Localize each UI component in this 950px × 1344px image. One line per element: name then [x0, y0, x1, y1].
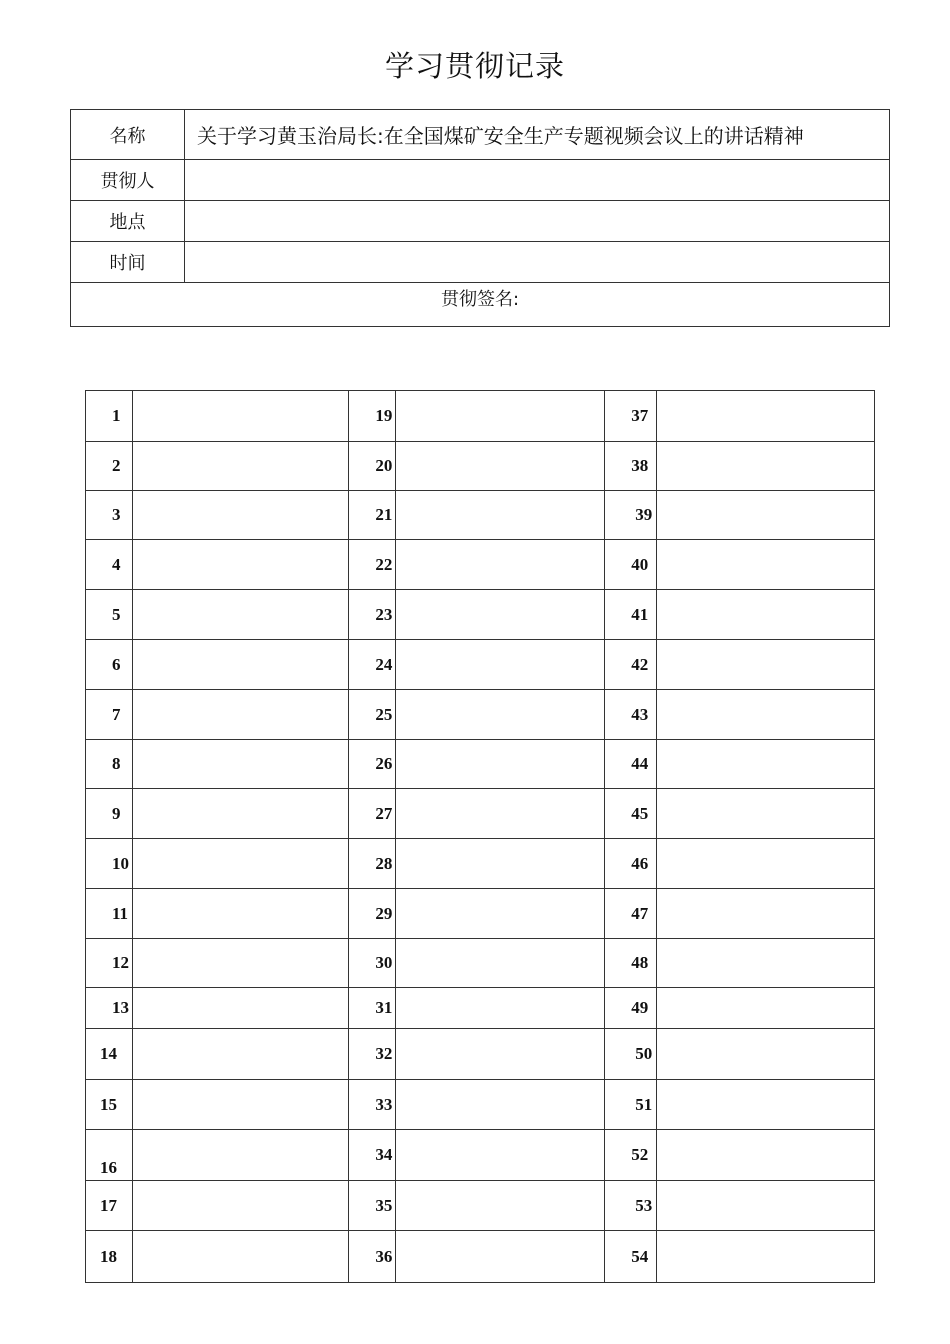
signature-cell[interactable] — [656, 590, 874, 640]
signature-cell[interactable] — [133, 590, 349, 640]
time-label: 时间 — [71, 242, 185, 283]
signature-cell[interactable] — [396, 640, 605, 690]
row-number: 5 — [86, 590, 133, 640]
signature-cell[interactable] — [656, 1181, 874, 1231]
signature-cell[interactable] — [656, 889, 874, 939]
row-number: 7 — [86, 690, 133, 740]
person-row — [71, 160, 890, 201]
table-row — [86, 1231, 875, 1283]
row-number: 33 — [349, 1080, 396, 1130]
signature-cell[interactable] — [396, 690, 605, 740]
row-number: 18 — [86, 1231, 133, 1283]
row-number: 35 — [349, 1181, 396, 1231]
table-row — [86, 988, 875, 1029]
time-row — [71, 242, 890, 283]
signature-cell[interactable] — [133, 839, 349, 889]
signature-cell[interactable] — [656, 391, 874, 442]
row-number: 21 — [349, 491, 396, 540]
row-number: 46 — [605, 839, 656, 889]
table-row — [86, 839, 875, 889]
signature-cell[interactable] — [396, 1080, 605, 1130]
row-number: 16 — [86, 1130, 133, 1181]
signature-cell[interactable] — [396, 789, 605, 839]
row-number: 37 — [605, 391, 656, 442]
name-value[interactable]: 关于学习黄玉治局长:在全国煤矿安全生产专题视频会议上的讲话精神 — [185, 110, 890, 160]
row-number: 26 — [349, 740, 396, 789]
signature-cell[interactable] — [656, 540, 874, 590]
row-number: 30 — [349, 939, 396, 988]
page-title: 学习贯彻记录 — [384, 49, 565, 83]
signature-cell[interactable] — [396, 889, 605, 939]
row-number: 8 — [86, 740, 133, 789]
row-number: 28 — [349, 839, 396, 889]
row-number: 32 — [349, 1029, 396, 1080]
table-row — [86, 491, 875, 540]
row-number: 48 — [605, 939, 656, 988]
row-number: 1 — [86, 391, 133, 442]
row-number: 54 — [605, 1231, 656, 1283]
table-row — [86, 1130, 875, 1181]
signature-cell[interactable] — [396, 491, 605, 540]
signature-cell[interactable] — [656, 939, 874, 988]
row-number: 19 — [349, 391, 396, 442]
signature-cell[interactable] — [656, 491, 874, 540]
place-label: 地点 — [71, 201, 185, 242]
row-number: 43 — [605, 690, 656, 740]
signature-cell[interactable] — [656, 988, 874, 1029]
row-number: 24 — [349, 640, 396, 690]
signature-cell[interactable] — [656, 740, 874, 789]
time-field[interactable] — [185, 242, 890, 283]
row-number: 17 — [86, 1181, 133, 1231]
signature-cell[interactable] — [133, 939, 349, 988]
signature-cell[interactable] — [133, 1231, 349, 1283]
signature-cell[interactable] — [396, 988, 605, 1029]
table-row — [86, 690, 875, 740]
place-row — [71, 201, 890, 242]
signature-cell[interactable] — [133, 540, 349, 590]
row-number: 12 — [86, 939, 133, 988]
signature-cell[interactable] — [656, 789, 874, 839]
row-number: 4 — [86, 540, 133, 590]
row-number: 50 — [605, 1029, 656, 1080]
row-number: 52 — [605, 1130, 656, 1181]
row-number: 9 — [86, 789, 133, 839]
row-number: 22 — [349, 540, 396, 590]
row-number: 27 — [349, 789, 396, 839]
row-number: 39 — [605, 491, 656, 540]
row-number: 51 — [605, 1080, 656, 1130]
signature-cell[interactable] — [656, 640, 874, 690]
signature-cell[interactable] — [133, 1080, 349, 1130]
signature-cell[interactable] — [133, 789, 349, 839]
row-number: 23 — [349, 590, 396, 640]
signature-cell[interactable] — [656, 1231, 874, 1283]
info-table — [70, 109, 890, 327]
row-number: 38 — [605, 442, 656, 491]
row-number: 36 — [349, 1231, 396, 1283]
table-row — [86, 740, 875, 789]
signature-cell[interactable] — [133, 1029, 349, 1080]
table-row — [86, 1181, 875, 1231]
signature-cell[interactable] — [396, 590, 605, 640]
signature-cell[interactable] — [133, 740, 349, 789]
signature-row — [71, 283, 890, 327]
row-number: 29 — [349, 889, 396, 939]
signature-cell[interactable] — [656, 1130, 874, 1181]
table-row — [86, 789, 875, 839]
signature-label: 贯彻签名: — [71, 283, 890, 327]
signature-cell[interactable] — [396, 1181, 605, 1231]
row-number: 14 — [86, 1029, 133, 1080]
person-label: 贯彻人 — [71, 160, 185, 201]
row-number: 44 — [605, 740, 656, 789]
row-number: 45 — [605, 789, 656, 839]
row-number: 47 — [605, 889, 656, 939]
table-row — [86, 590, 875, 640]
signature-cell[interactable] — [656, 442, 874, 491]
signature-cell[interactable] — [656, 1029, 874, 1080]
name-label: 名称 — [71, 110, 185, 160]
signature-roster-table — [85, 390, 875, 1283]
signature-cell[interactable] — [656, 1080, 874, 1130]
table-row — [86, 391, 875, 442]
signature-cell[interactable] — [396, 391, 605, 442]
signature-cell[interactable] — [396, 1231, 605, 1283]
table-row — [86, 540, 875, 590]
row-number: 15 — [86, 1080, 133, 1130]
signature-cell[interactable] — [133, 690, 349, 740]
table-row — [86, 1029, 875, 1080]
row-number: 13 — [86, 988, 133, 1029]
signature-cell[interactable] — [396, 740, 605, 789]
signature-cell[interactable] — [133, 491, 349, 540]
row-number: 34 — [349, 1130, 396, 1181]
row-number: 10 — [86, 839, 133, 889]
table-row — [86, 889, 875, 939]
signature-cell[interactable] — [133, 889, 349, 939]
person-field[interactable] — [185, 160, 890, 201]
signature-cell[interactable] — [656, 839, 874, 889]
signature-cell[interactable] — [396, 540, 605, 590]
signature-cell[interactable] — [133, 1181, 349, 1231]
row-number: 42 — [605, 640, 656, 690]
signature-cell[interactable] — [133, 442, 349, 491]
signature-cell[interactable] — [396, 839, 605, 889]
signature-cell[interactable] — [396, 1029, 605, 1080]
row-number: 40 — [605, 540, 656, 590]
row-number: 6 — [86, 640, 133, 690]
row-number: 25 — [349, 690, 396, 740]
row-number: 49 — [605, 988, 656, 1029]
signature-cell[interactable] — [133, 640, 349, 690]
row-number: 11 — [86, 889, 133, 939]
table-row — [86, 442, 875, 491]
signature-cell[interactable] — [396, 939, 605, 988]
table-row — [86, 640, 875, 690]
row-number: 2 — [86, 442, 133, 491]
table-row — [86, 1080, 875, 1130]
row-number: 20 — [349, 442, 396, 491]
place-field[interactable] — [185, 201, 890, 242]
signature-cell[interactable] — [396, 442, 605, 491]
roster-body — [86, 391, 875, 1283]
signature-cell[interactable] — [133, 391, 349, 442]
table-row — [86, 939, 875, 988]
row-number: 53 — [605, 1181, 656, 1231]
signature-cell[interactable] — [656, 690, 874, 740]
row-number: 41 — [605, 590, 656, 640]
signature-cell[interactable] — [133, 988, 349, 1029]
row-number: 3 — [86, 491, 133, 540]
signature-cell[interactable] — [396, 1130, 605, 1181]
signature-cell[interactable] — [133, 1130, 349, 1181]
name-row — [71, 110, 890, 160]
row-number: 31 — [349, 988, 396, 1029]
